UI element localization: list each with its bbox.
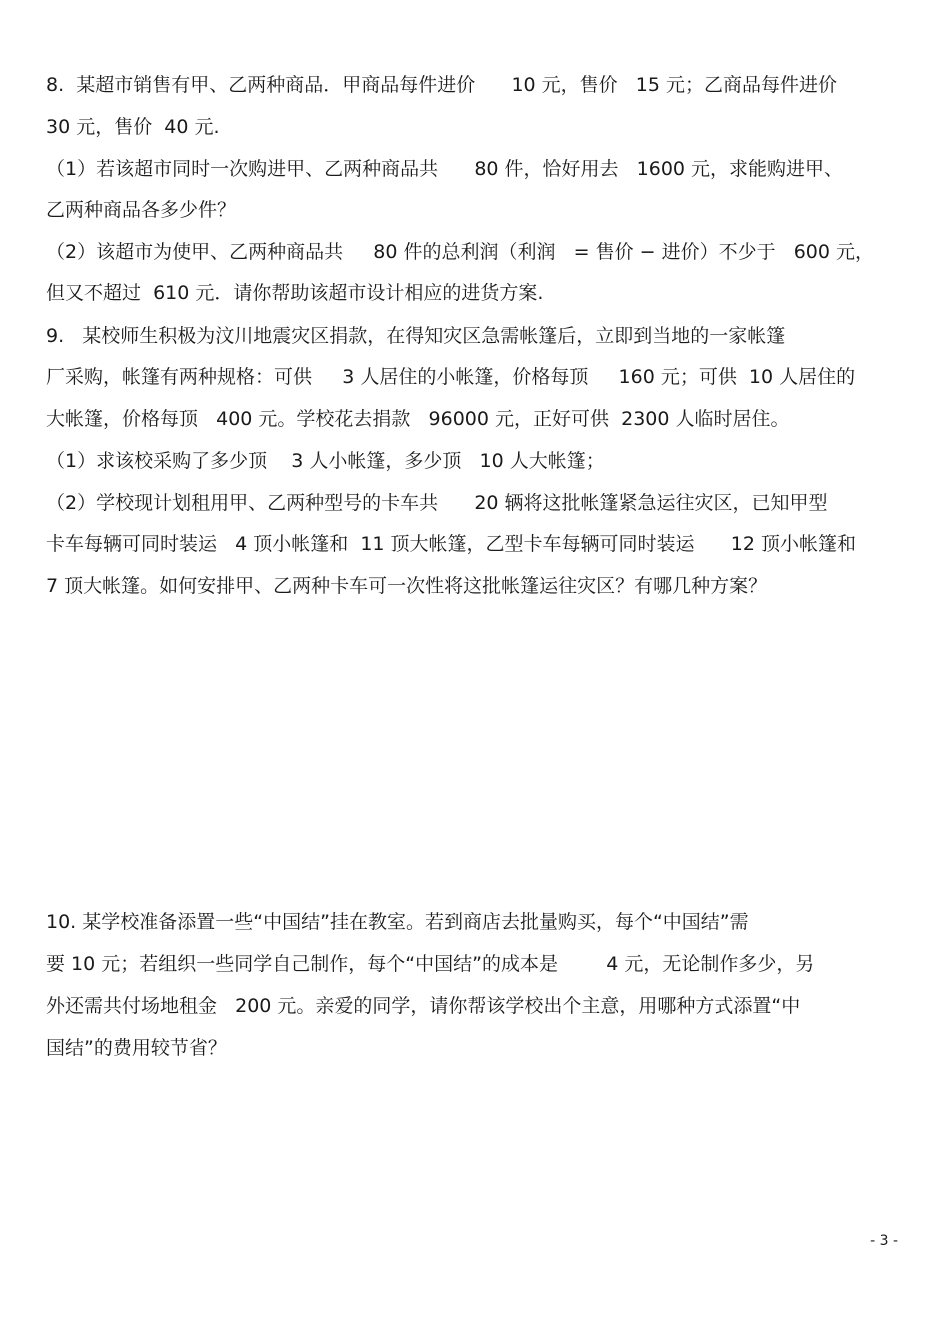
problem-8-line-3: （1）若该超市同时一次购进甲、乙两种商品共 80 件，恰好用去 1600 元，求能购进甲、 (46, 158, 844, 180)
problem-9-line-3: 大帐篷，价格每顶 400 元。学校花去捐款 96000 元，正好可供 2300 人临时居住。 (46, 408, 790, 430)
problem-8-line-6: 但又不超过 610 元．请你帮助该超市设计相应的进货方案. (46, 282, 544, 304)
problem-9-line-5: （2）学校现计划租用甲、乙两种型号的卡车共 20 辆将这批帐篷紧急运往灾区，已知甲型 (46, 492, 828, 514)
problem-10-line-3: 外还需共付场地租金 200 元。亲爱的同学，请你帮该学校出个主意，用哪种方式添置“中 (46, 995, 801, 1017)
problem-8-line-4: 乙两种商品各多少件？ (46, 199, 237, 221)
problem-9-line-1: 9. 某校师生积极为汶川地震灾区捐款，在得知灾区急需帐篷后，立即到当地的一家帐篷 (46, 325, 786, 347)
problem-8-line-1: 8. 某超市销售有甲、乙两种商品．甲商品每件进价 10 元，售价 15 元；乙商品每件进价 (46, 74, 837, 96)
problem-9-line-7: 7 顶大帐篷。如何安排甲、乙两种卡车可一次性将这批帐篷运往灾区？有哪几种方案？ (46, 575, 768, 597)
problem-9-line-4: （1）求该校采购了多少顶 3 人小帐篷，多少顶 10 人大帐篷； (46, 450, 605, 472)
page-number: - 3 - (870, 1233, 898, 1249)
problem-8-line-2: 30 元，售价 40 元. (46, 116, 220, 138)
problem-9-line-6: 卡车每辆可同时装运 4 顶小帐篷和 11 顶大帐篷，乙型卡车每辆可同时装运 12 顶小帐篷和 (46, 533, 856, 555)
problem-8-line-5: （2）该超市为使甲、乙两种商品共 80 件的总利润（利润 = 售价 − 进价）不少于 600 元， (46, 241, 875, 263)
problem-9-line-2: 厂采购，帐篷有两种规格：可供 3 人居住的小帐篷，价格每顶 160 元；可供 10 人居住的 (46, 366, 856, 388)
problem-10-line-2: 要 10 元；若组织一些同学自己制作，每个“中国结”的成本是 4 元，无论制作多少，另 (46, 953, 815, 975)
problem-10-line-4: 国结”的费用较节省？ (46, 1037, 227, 1059)
problem-10-line-1: 10. 某学校准备添置一些“中国结”挂在教室。若到商店去批量购买，每个“中国结”需 (46, 911, 749, 933)
